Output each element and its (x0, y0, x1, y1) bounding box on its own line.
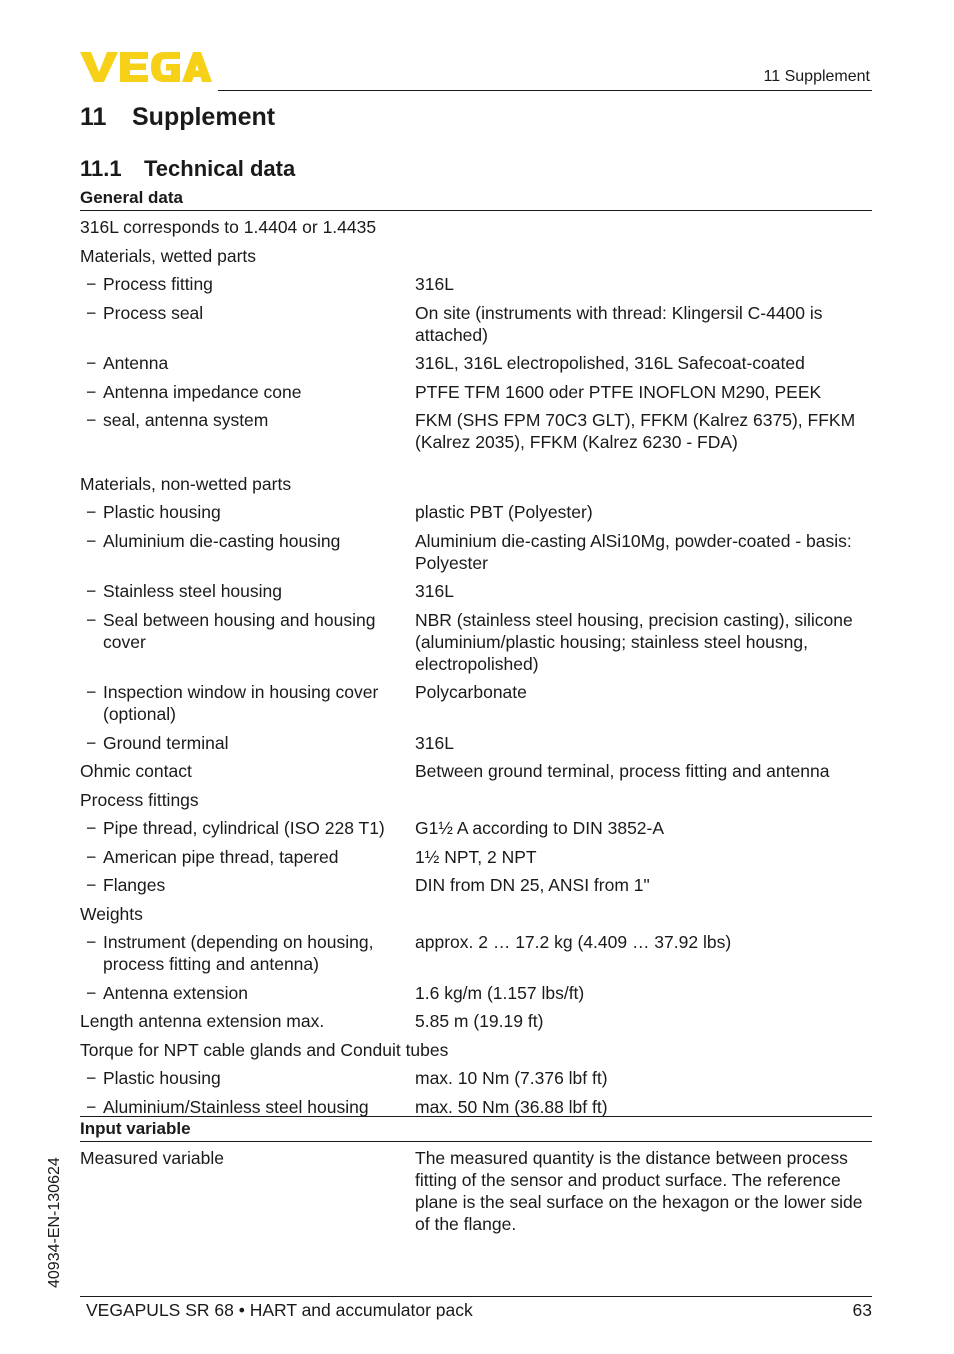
row-value: 1.6 kg/m (1.157 lbs/ft) (415, 982, 585, 1003)
row-label: − Pipe thread, cylindrical (ISO 228 T1) (80, 817, 415, 839)
table-row (80, 817, 872, 846)
table-row (80, 874, 872, 903)
row-value: Aluminium die-casting AlSi10Mg, powder-coated - basis: Polyester (415, 530, 852, 573)
row-value: 1½ NPT, 2 NPT (415, 846, 537, 867)
row-label: − seal, antenna system (80, 409, 415, 453)
row-label: − Antenna (80, 352, 415, 374)
table-row (80, 580, 872, 609)
general-data-title: General data (80, 188, 183, 207)
row-label: − Process fitting (80, 273, 415, 295)
row-value: On site (instruments with thread: Klingersil C-4400 is attached) (415, 302, 823, 345)
row-label: − Inspection window in housing cover (optional) (80, 681, 415, 725)
table-row (80, 903, 872, 932)
row-label: − Plastic housing (80, 1067, 415, 1089)
row-label: − Stainless steel housing (80, 580, 415, 602)
row-label: Process fittings (80, 789, 199, 810)
row-value: max. 50 Nm (36.88 lbf ft) (415, 1096, 608, 1117)
table-row (80, 1067, 872, 1096)
table-row (80, 381, 872, 410)
table-row (80, 530, 872, 581)
row-label: 316L corresponds to 1.4404 or 1.4435 (80, 217, 377, 237)
row-value: The measured quantity is the distance between process fitting of the sensor and product surface. The reference plane is the seal surface on the hexagon or the lower side of the flange. (415, 1148, 863, 1234)
general-data-section (80, 186, 872, 1124)
row-value: PTFE TFM 1600 oder PTFE INOFLON M290, PEEK (415, 381, 822, 402)
row-label: − American pipe thread, tapered (80, 846, 415, 868)
table-row (80, 931, 872, 982)
table-row (80, 216, 872, 245)
table-row (80, 352, 872, 381)
row-label: − Seal between housing and housing cover (80, 609, 415, 675)
row-value: plastic PBT (Polyester) (415, 502, 593, 522)
footer-rule (80, 1296, 872, 1297)
table-row (80, 846, 872, 875)
row-value: Between ground terminal, process fitting and antenna (415, 761, 830, 781)
row-label: − Aluminium die-casting housing (80, 530, 415, 574)
chapter-number: 11 (80, 103, 107, 131)
table-row (80, 982, 872, 1011)
header-rule (218, 90, 872, 91)
header-section-label: 11 Supplement (763, 68, 870, 85)
row-value: NBR (stainless steel housing, precision casting), silicone (aluminium/plastic housing; stainless steel housng, electropolished) (415, 609, 853, 674)
row-label: − Process seal (80, 302, 415, 346)
table-row (80, 273, 872, 302)
vega-logo (80, 50, 212, 84)
row-label: − Plastic housing (80, 501, 415, 523)
row-value: 316L, 316L electropolished, 316L Safecoat-coated (415, 353, 805, 373)
row-label: − Aluminium/Stainless steel housing (80, 1096, 415, 1118)
row-value: Polycarbonate (415, 682, 527, 702)
footer-title: VEGAPULS SR 68 • HART and accumulator pack (86, 1300, 473, 1320)
row-value: 5.85 m (19.19 ft) (415, 1011, 544, 1031)
section-rule (80, 210, 872, 211)
subchapter-heading (80, 156, 295, 182)
row-value: max. 10 Nm (7.376 lbf ft) (415, 1068, 608, 1088)
table-row (80, 245, 872, 274)
section-rule (80, 1141, 872, 1142)
table-row (80, 409, 872, 460)
input-variable-section (80, 1116, 872, 1242)
input-variable-table (80, 1144, 872, 1242)
table-row (80, 609, 872, 682)
row-value: 316L (415, 732, 454, 753)
row-label: − Flanges (80, 874, 415, 896)
chapter-heading (80, 103, 275, 132)
table-row (80, 1010, 872, 1039)
row-value: approx. 2 … 17.2 kg (4.409 … 37.92 lbs) (415, 932, 732, 952)
row-label: − Antenna extension (80, 982, 415, 1004)
chapter-title: Supplement (132, 103, 276, 131)
row-label: Materials, wetted parts (80, 245, 257, 266)
row-label: Length antenna extension max. (80, 1011, 325, 1031)
table-row (80, 681, 872, 732)
row-value: 316L (415, 274, 454, 294)
table-row (80, 1039, 872, 1068)
table-row (80, 1147, 872, 1242)
row-label: Measured variable (80, 1148, 224, 1168)
table-row (80, 789, 872, 818)
row-label: − Ground terminal (80, 732, 415, 754)
row-label: − Antenna impedance cone (80, 381, 415, 403)
row-value: DIN from DN 25, ANSI from 1" (415, 875, 650, 895)
row-label: Weights (80, 903, 143, 924)
table-row (80, 473, 872, 502)
subchapter-number: 11.1 (80, 156, 122, 181)
row-label: − Instrument (depending on housing, process fitting and antenna) (80, 931, 415, 975)
row-value: G1½ A according to DIN 3852-A (415, 818, 665, 838)
table-row (80, 302, 872, 353)
row-value: 316L (415, 581, 454, 601)
row-label: Torque for NPT cable glands and Conduit tubes (80, 1039, 449, 1060)
table-row (80, 760, 872, 789)
row-label: Ohmic contact (80, 761, 192, 781)
general-data-table (80, 213, 872, 1124)
page-number: 63 (852, 1300, 872, 1320)
input-variable-title: Input variable (80, 1119, 191, 1138)
table-row (80, 501, 872, 530)
table-row (80, 732, 872, 761)
document-code: 40934-EN-130624 (46, 1157, 63, 1288)
row-value: FKM (SHS FPM 70C3 GLT), FFKM (Kalrez 6375), FFKM (Kalrez 2035), FFKM (Kalrez 6230 - FDA) (415, 410, 856, 452)
subchapter-title: Technical data (144, 156, 296, 181)
row-label: Materials, non-wetted parts (80, 473, 292, 494)
